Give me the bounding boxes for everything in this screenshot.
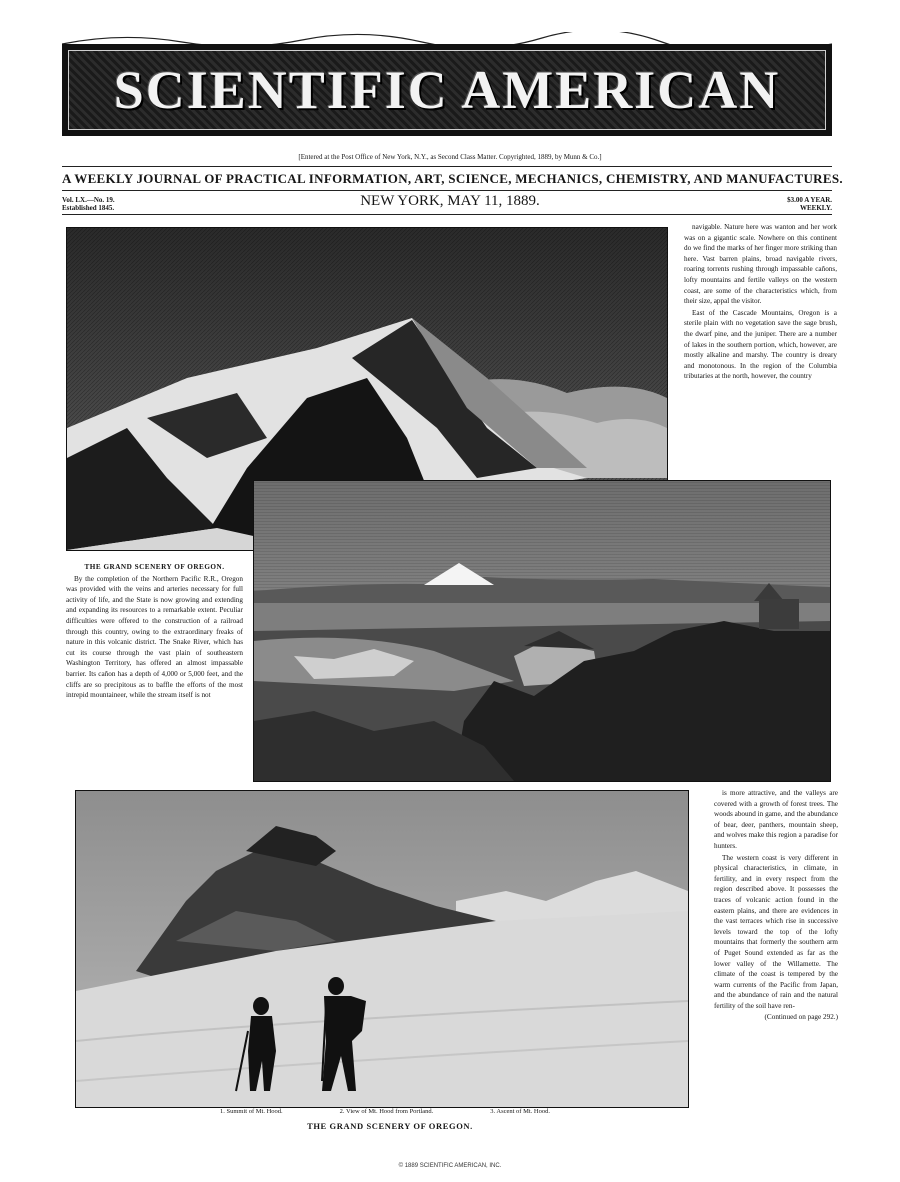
price-frequency: WEEKLY. xyxy=(800,204,832,212)
caption-3: 3. Ascent of Mt. Hood. xyxy=(490,1108,550,1115)
rule-bottom xyxy=(62,214,832,215)
article-paragraph: By the completion of the Northern Pacific R.R., Oregon was provided with the veins and arteries necessary for full activity of life, and the State is now growing and extending and expanding its resources to a remarkable extent. Peculiar difficulties were offered to the construction of a railroad through this country, owing to the extraordinary freaks of nature in this volcanic district. The Snake River, which has cut its course through the vast plain of southeastern Washington Territory, has offered an almost impassable barrier. Its cañon has a depth of 4,000 or 5,000 feet, and the cliffs are so precipitous as to baffle the efforts of the most intrepid mountaineer, while the stream itself is not xyxy=(66,574,243,700)
article-heading: THE GRAND SCENERY OF OREGON. xyxy=(84,563,225,571)
masthead-banner xyxy=(62,44,832,136)
article-column-right-bottom xyxy=(714,788,838,1118)
price-info xyxy=(787,196,832,212)
volume-number: Vol. LX.—No. 19. xyxy=(62,196,115,204)
price-amount: $3.00 A YEAR. xyxy=(787,196,832,204)
engraving-ascent-mt-hood xyxy=(75,790,689,1108)
masthead-title: SCIENTIFIC AMERICAN xyxy=(113,60,781,120)
caption-1: 1. Summit of Mt. Hood. xyxy=(220,1108,283,1115)
article-paragraph: navigable. Nature here was wanton and her work was on a gigantic scale. Nowhere on this continent do we find the marks of her finger more striking than here. Vast barren plains, broad navigable rivers, roaring torrents rushing through impassable cañons, lofty mountains and fertile valleys on the western coast, are some of the characteristics which, from their size, appal the visitor. xyxy=(684,223,837,306)
continued-note: (Continued on page 292.) xyxy=(764,1013,838,1022)
caption-2: 2. View of Mt. Hood from Portland. xyxy=(339,1108,434,1115)
journal-subtitle: A WEEKLY JOURNAL OF PRACTICAL INFORMATION, ART, SCIENCE, MECHANICS, CHEMISTRY, AND MANUFACTURES. xyxy=(62,171,843,186)
engraving-view-from-portland xyxy=(253,480,831,782)
dateline: NEW YORK, MAY 11, 1889. xyxy=(360,193,540,209)
entry-note: [Entered at the Post Office of New York, N.Y., as Second Class Matter. Copyrighted, 1889, by Munn & Co.] xyxy=(298,153,602,161)
copyright-footer: © 1889 SCIENTIFIC AMERICAN, INC. xyxy=(398,1163,502,1169)
rule-mid xyxy=(62,190,832,191)
article-paragraph: The western coast is very different in physical characteristics, in climate, in fertility, and in every respect from the region described above. It possesses the traces of volcanic action found in the eastern plains, and there are evidences in the vast terraces which rise in successive levels toward the top of the lofty mountains that formerly the southern arm of Puget Sound extended as far as the lower valley of the Willamette. The climate of the coast is tempered by the warm currents of the Pacific from Japan, and the abundance of rain and the natural fertility of the soil have ren- xyxy=(714,853,838,1010)
article-column-right-top xyxy=(684,222,837,476)
figure-captions xyxy=(220,1108,550,1115)
figure-title: THE GRAND SCENERY OF OREGON. xyxy=(307,1121,473,1131)
established-note: Established 1845. xyxy=(62,204,115,212)
article-paragraph: is more attractive, and the valleys are covered with a growth of forest trees. The woods abound in game, and the abundance of bear, deer, panthers, mountain sheep, and wolves make this region a paradise for hunters. xyxy=(714,789,838,850)
volume-info xyxy=(62,196,115,212)
article-paragraph: East of the Cascade Mountains, Oregon is a sterile plain with no vegetation save the sage brush, the dwarf pine, and the juniper. There are a number of lakes in the southern portion, which, however, are mostly alkaline and marshy. The country is dreary and monotonous. In the region of the Columbia tributaries at the north, however, the country xyxy=(684,308,837,381)
rule-top xyxy=(62,166,832,167)
article-column-left xyxy=(66,562,243,784)
